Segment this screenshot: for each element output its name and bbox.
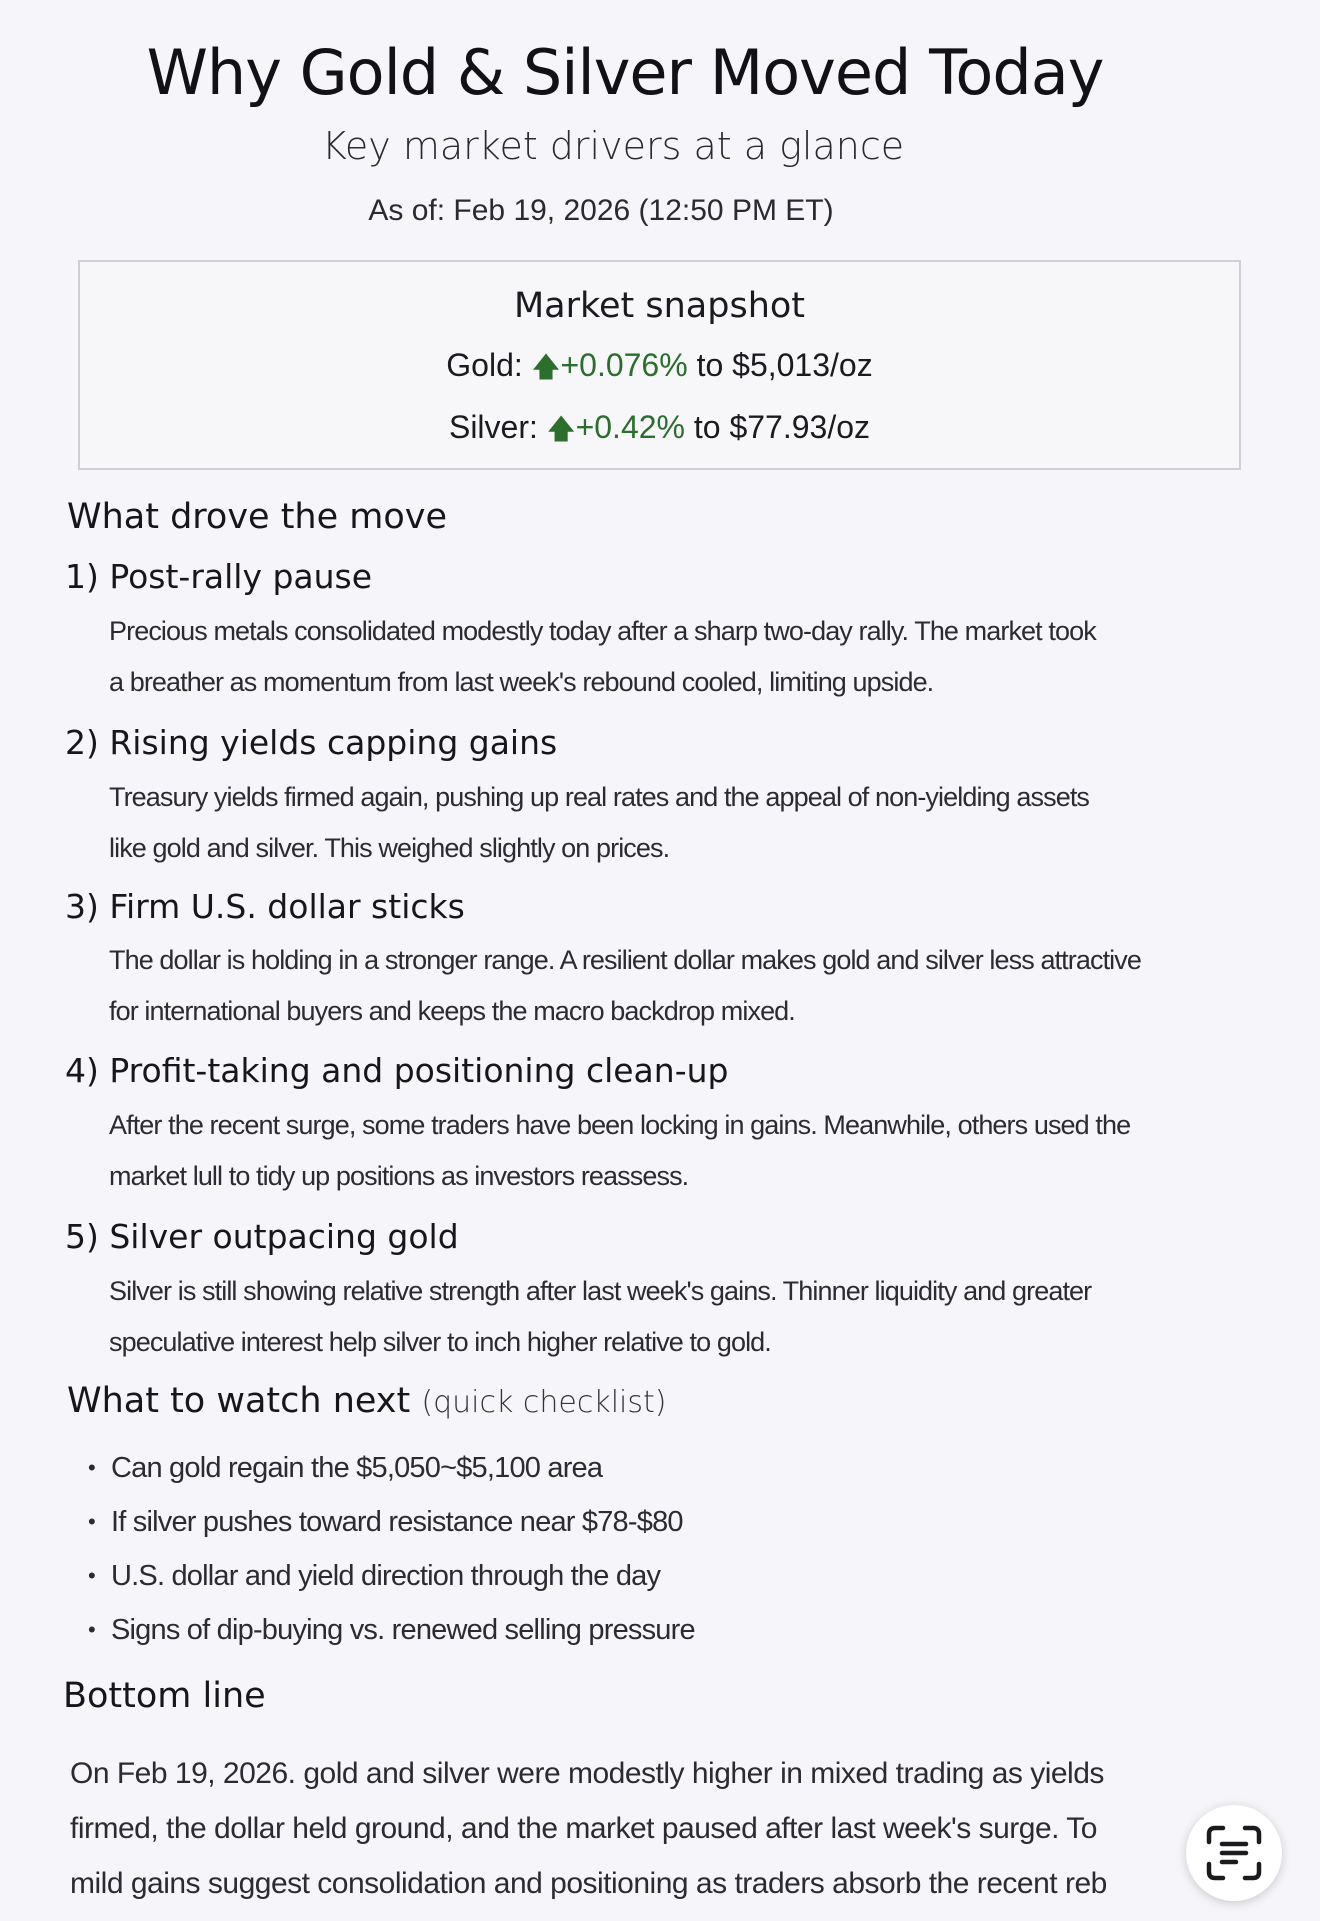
list-item (84, 1603, 1184, 1657)
watch-checklist (84, 1441, 1184, 1657)
bottom-line-body (70, 1746, 1290, 1911)
bottom-line-2: firmed, the dollar held ground, and the market paused after last week's surge. To (70, 1812, 1097, 1845)
silver-price: $77.93/oz (729, 409, 871, 445)
driver-4-line-2: market lull to tidy up positions as investors reassess. (109, 1161, 689, 1191)
text-scan-icon (1205, 1824, 1263, 1882)
checklist-text: U.S. dollar and yield direction through the day (111, 1560, 661, 1592)
driver-1-line-2: a breather as momentum from last week's rebound cooled, limiting upside. (109, 667, 934, 697)
driver-3-title: 3) Firm U.S. dollar sticks (65, 887, 465, 926)
driver-1-line-1: Precious metals consolidated modestly today after a sharp two-day rally. The market took (109, 616, 1096, 646)
list-item (84, 1441, 1184, 1495)
bullet: • (88, 1617, 95, 1642)
market-snapshot-box (78, 260, 1241, 470)
gold-connector: to (696, 347, 724, 383)
up-arrow-icon: 🡅 (546, 413, 576, 444)
bottom-line-heading: Bottom line (63, 1676, 266, 1716)
list-item (84, 1495, 1184, 1549)
driver-1-title: 1) Post-rally pause (65, 557, 373, 596)
driver-4-line-1: After the recent surge, some traders have been locking in gains. Meanwhile, others used the (109, 1110, 1131, 1140)
silver-label: Silver: (448, 409, 538, 445)
driver-3-body (109, 935, 1269, 1037)
driver-4-title: 4) Profit-taking and positioning clean-up (65, 1051, 729, 1090)
driver-5-title: 5) Silver outpacing gold (65, 1217, 459, 1256)
silver-snapshot-line (80, 408, 1239, 456)
driver-1-body (109, 606, 1269, 708)
driver-3-line-2: for international buyers and keeps the macro backdrop mixed. (109, 996, 795, 1026)
bullet: • (88, 1509, 95, 1534)
bullet: • (88, 1563, 95, 1588)
checklist-text: Signs of dip-buying vs. renewed selling pressure (111, 1614, 695, 1646)
driver-2-line-1: Treasury yields firmed again, pushing up real rates and the appeal of non-yielding assets (109, 782, 1090, 812)
page-title: Why Gold & Silver Moved Today (146, 36, 1104, 109)
page-subtitle: Key market drivers at a glance (321, 124, 905, 168)
as-of-timestamp: As of: Feb 19, 2026 (12:50 PM ET) (368, 194, 834, 227)
checklist-text: Can gold regain the $5,050~$5,100 area (111, 1452, 603, 1484)
gold-snapshot-line (80, 346, 1239, 394)
snapshot-title: Market snapshot (513, 286, 806, 326)
bottom-line-3: mild gains suggest consolidation and positioning as traders absorb the recent reb (70, 1867, 1107, 1900)
drivers-heading: What drove the move (67, 497, 448, 537)
silver-change: +0.42% (575, 409, 685, 445)
bottom-line-1: On Feb 19, 2026. gold and silver were modestly higher in mixed trading as yields (70, 1757, 1104, 1790)
driver-3-line-1: The dollar is holding in a stronger range. A resilient dollar makes gold and silver less attractive (109, 945, 1141, 975)
watch-heading-text: What to watch next (67, 1381, 411, 1421)
silver-connector: to (693, 409, 721, 445)
driver-2-line-2: like gold and silver. This weighed slightly on prices. (109, 833, 670, 863)
driver-4-body (109, 1100, 1269, 1202)
gold-label: Gold: (446, 347, 523, 383)
driver-5-line-2: speculative interest help silver to inch higher relative to gold. (109, 1327, 771, 1357)
watch-heading-note: (quick checklist) (421, 1385, 667, 1420)
bullet: • (88, 1455, 95, 1480)
gold-change: +0.076% (560, 347, 688, 383)
checklist-text: If silver pushes toward resistance near $78-$80 (111, 1506, 683, 1538)
driver-5-body (109, 1266, 1269, 1368)
driver-2-title: 2) Rising yields capping gains (65, 723, 558, 762)
driver-2-body (109, 772, 1269, 874)
list-item (84, 1549, 1184, 1603)
driver-5-line-1: Silver is still showing relative strength after last week's gains. Thinner liquidity and greater (109, 1276, 1092, 1306)
up-arrow-icon: 🡅 (531, 351, 561, 382)
gold-price: $5,013/oz (732, 347, 873, 383)
watch-heading (67, 1381, 666, 1421)
text-scan-button[interactable] (1186, 1805, 1282, 1901)
